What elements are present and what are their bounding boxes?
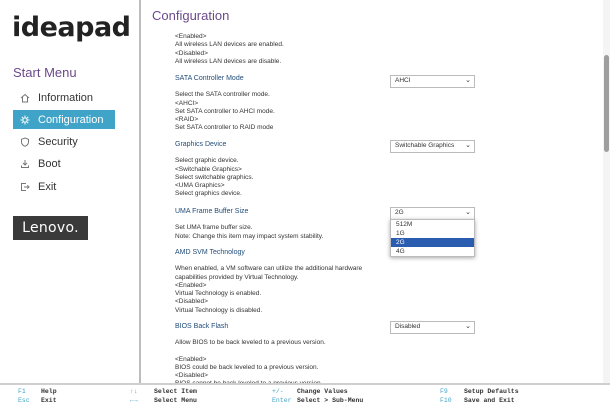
setting-sata-controller-mode — [175, 75, 595, 133]
setting-label: UMA Frame Buffer Size — [175, 208, 249, 215]
page-title: Configuration — [152, 8, 230, 23]
setting-label: Graphics Device — [175, 141, 227, 148]
exit-icon — [19, 181, 31, 193]
scrollbar-thumb[interactable] — [604, 55, 609, 152]
chevron-down-icon: ⌄ — [465, 323, 471, 330]
chevron-down-icon: ⌄ — [465, 77, 471, 84]
desc-line: <RAID> — [175, 116, 199, 124]
desc-line: <Enabled> — [175, 355, 207, 363]
sidebar-item-label: Exit — [38, 180, 57, 193]
desc-line: Virtual Technology is disabled. — [175, 306, 263, 314]
setting-description — [175, 33, 595, 66]
desc-line: <Disabled> — [175, 49, 208, 57]
uma-buffer-dropdown-list — [390, 219, 475, 257]
footer-text: Setup Defaults — [464, 388, 519, 395]
footer-hint-change-values — [272, 388, 348, 395]
footer-text: Help — [41, 388, 57, 395]
footer-text: Save and Exit — [464, 397, 515, 404]
dropdown-option-4g[interactable]: 4G — [396, 248, 405, 255]
setting-graphics-device — [175, 141, 595, 199]
desc-line: Note: Change this item may impact system stability. — [175, 232, 324, 240]
setting-bios-back-flash — [175, 323, 595, 389]
select-value: Switchable Graphics — [395, 142, 455, 150]
desc-line: <Enabled> — [175, 281, 207, 289]
footer-text: Select > Sub-Menu — [297, 397, 364, 404]
sidebar-item-exit[interactable] — [13, 177, 115, 196]
desc-line: When enabled, a VM software can utilize the additional hardware — [175, 265, 363, 273]
setting-label: AMD SVM Technology — [175, 249, 245, 256]
download-icon — [19, 158, 31, 170]
settings-panel — [175, 33, 595, 383]
chevron-down-icon: ⌄ — [465, 142, 471, 149]
sidebar — [0, 0, 139, 383]
desc-line: All wireless LAN devices are disable. — [175, 57, 282, 65]
start-menu-title: Start Menu — [13, 65, 77, 80]
sidebar-divider — [139, 0, 141, 383]
setting-description — [175, 157, 595, 198]
setting-label: SATA Controller Mode — [175, 75, 244, 82]
chevron-down-icon: ⌄ — [465, 209, 471, 216]
footer-text: Change Values — [297, 388, 348, 395]
footer-key: Enter — [272, 397, 292, 404]
sidebar-item-label: Security — [38, 135, 78, 148]
footer-key-help — [0, 383, 610, 405]
footer-key: F1 — [18, 388, 26, 395]
graphics-device-select[interactable] — [390, 140, 475, 153]
desc-line: Set SATA controller to RAID mode — [175, 124, 274, 132]
desc-line: Virtual Technology is enabled. — [175, 290, 262, 298]
footer-hint-help — [18, 388, 57, 395]
desc-line: Select the SATA controller mode. — [175, 91, 270, 99]
footer-key: F9 — [440, 388, 448, 395]
desc-line: All wireless LAN devices are enabled. — [175, 41, 284, 49]
desc-line: <UMA Graphics> — [175, 182, 225, 190]
footer-key: ↑↓ — [130, 388, 138, 395]
sata-mode-select[interactable] — [390, 75, 475, 88]
desc-line: <Disabled> — [175, 372, 208, 380]
desc-line: <AHCI> — [175, 99, 199, 107]
sidebar-item-label: Boot — [38, 157, 61, 170]
lenovo-logo: Lenovo. — [13, 216, 88, 240]
footer-key: F10 — [440, 397, 452, 404]
sidebar-item-boot[interactable] — [13, 154, 115, 173]
footer-hint-select-item — [130, 388, 197, 395]
desc-line: Set SATA controller to AHCI mode. — [175, 107, 275, 115]
desc-line: Select graphic device. — [175, 157, 239, 165]
setting-description — [175, 224, 595, 241]
setting-wlan — [175, 33, 595, 66]
desc-line: BIOS could be back leveled to a previous version. — [175, 363, 319, 371]
bios-back-flash-select[interactable] — [390, 321, 475, 334]
footer-key: ←→ — [130, 397, 138, 404]
shield-icon — [19, 136, 31, 148]
dropdown-option-2g[interactable]: 2G — [391, 238, 474, 247]
home-icon — [19, 92, 31, 104]
desc-line: <Disabled> — [175, 298, 208, 306]
desc-line: <Enabled> — [175, 33, 207, 40]
footer-text: Exit — [41, 397, 57, 404]
footer-key: +/- — [272, 388, 284, 395]
setting-description — [175, 91, 595, 132]
setting-amd-svm — [175, 249, 595, 315]
footer-text: Select Item — [154, 388, 197, 395]
sidebar-item-configuration[interactable] — [13, 110, 115, 129]
desc-line: Set UMA frame buffer size. — [175, 224, 253, 232]
desc-line: Select graphics device. — [175, 190, 242, 198]
setting-uma-frame-buffer — [175, 208, 595, 241]
footer-hint-select-menu — [130, 397, 197, 404]
dropdown-option-1g[interactable]: 1G — [396, 230, 405, 237]
setting-description — [175, 339, 595, 388]
select-value: AHCI — [395, 77, 411, 85]
desc-line — [175, 348, 595, 356]
footer-hint-enter — [272, 397, 363, 404]
ideapad-logo: ideapad — [12, 12, 131, 43]
footer-key: Esc — [18, 397, 30, 404]
dropdown-option-512m[interactable]: 512M — [396, 221, 413, 228]
desc-line: Allow BIOS to be back leveled to a previous version. — [175, 339, 326, 347]
footer-hint-save-exit — [440, 397, 515, 404]
setting-label: BIOS Back Flash — [175, 323, 229, 330]
desc-line: capabilities provided by Virtual Technology. — [175, 273, 299, 281]
sidebar-item-label: Information — [38, 91, 94, 104]
sidebar-item-information[interactable] — [13, 88, 115, 107]
gear-icon — [19, 114, 31, 126]
setting-description — [175, 265, 595, 315]
desc-line: <Switchable Graphics> — [175, 165, 242, 173]
select-value: 2G — [395, 209, 404, 217]
footer-hint-exit — [18, 397, 57, 404]
select-value: Disabled — [395, 323, 421, 331]
footer-text: Select Menu — [154, 397, 197, 404]
sidebar-item-label: Configuration — [38, 113, 104, 126]
footer-hint-setup-defaults — [440, 388, 519, 395]
sidebar-item-security[interactable] — [13, 132, 115, 151]
desc-line: Select switchable graphics. — [175, 173, 254, 181]
